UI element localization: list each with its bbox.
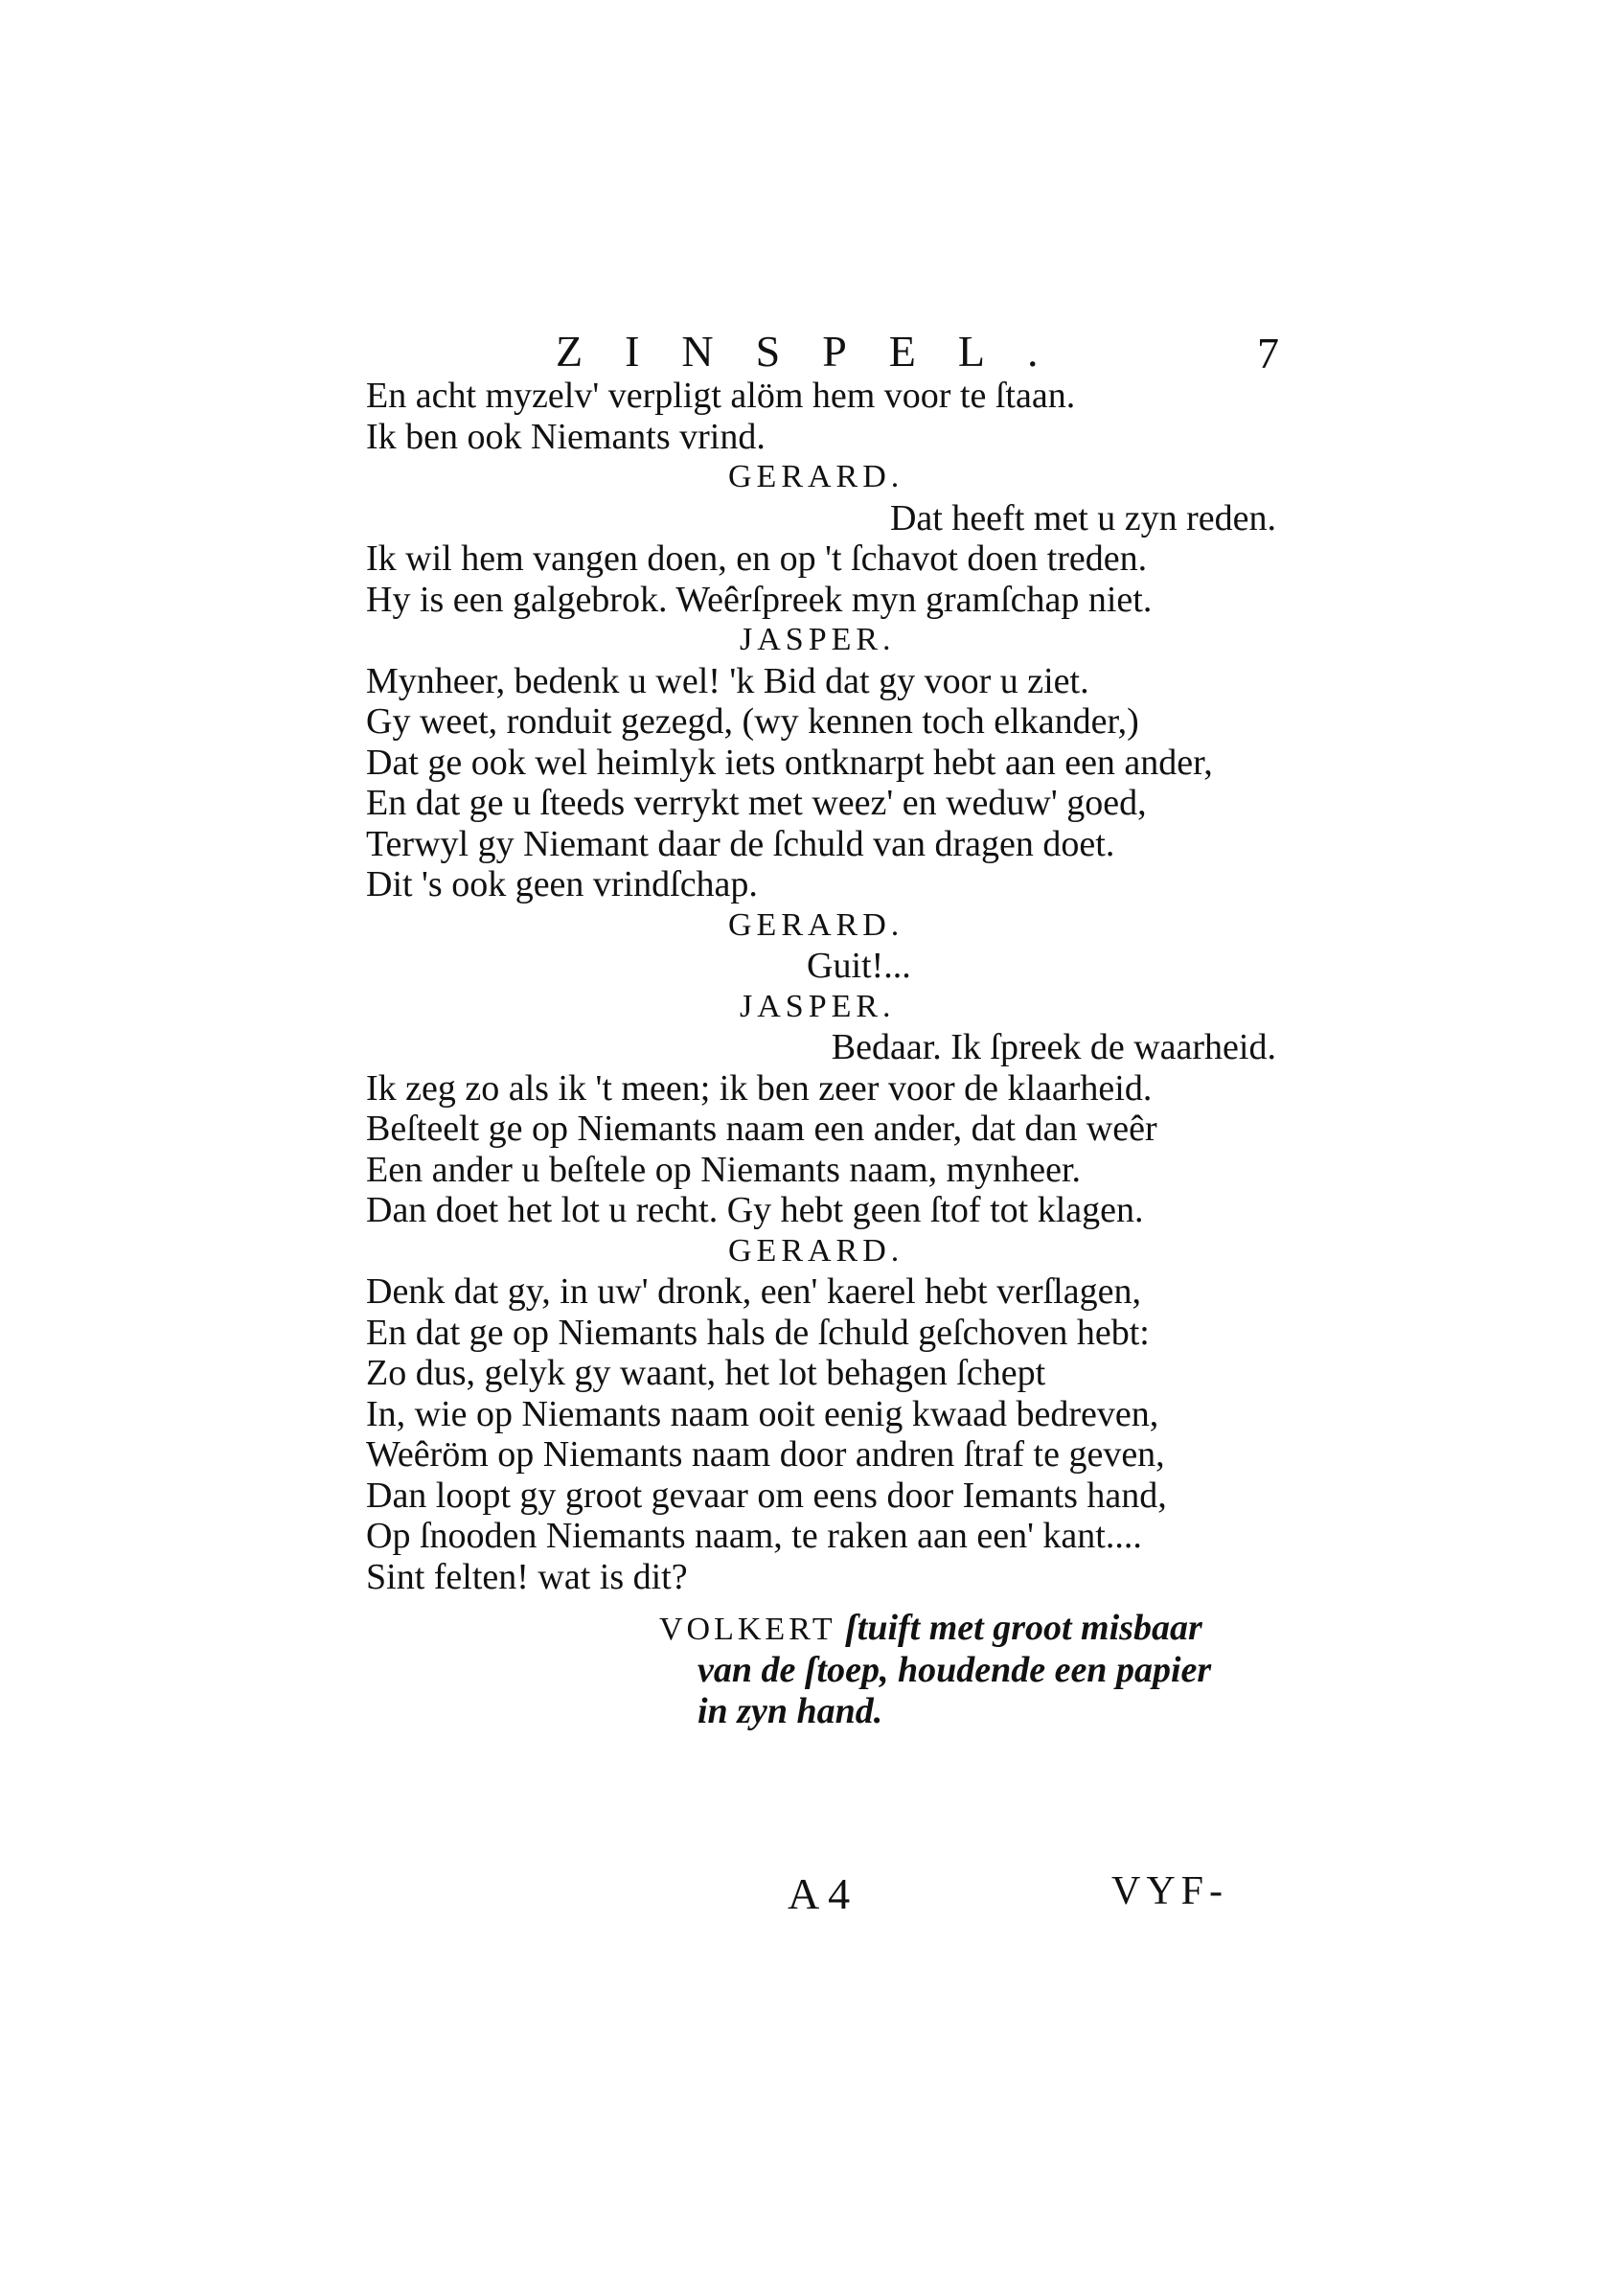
speaker-row [366,457,1276,498]
stage-direction [659,1608,1282,1732]
half-line: Dat heeft met u zyn reden. [889,497,1276,538]
stage-text: van de ſtoep, houdende een papier [698,1650,1212,1690]
verse-line: Denk dat gy, in uw' dronk, een' kaerel hebt verſlagen, [366,1271,1141,1312]
verse-line: Mynheer, bedenk u wel! 'k Bid dat gy voor u ziet. [366,660,1089,701]
speaker-name: GERARD. [728,1232,904,1269]
verse-line: Dit 's ook geen vrindſchap. [366,864,758,904]
verse-line: Beſteelt ge op Niemants naam een ander, dat dan weêr [366,1109,1157,1149]
verse-line: Ik ben ook Niemants vrind. [366,416,766,457]
verse-line: En dat ge u ſteeds verrykt met weez' en weduw' goed, [366,783,1147,823]
speaker-name: JASPER. [740,988,896,1024]
verse-line: Weêröm op Niemants naam door andren ſtraf te geven, [366,1434,1165,1475]
half-line: Guit!... [807,946,911,986]
speaker-name: JASPER. [740,622,896,657]
verse-line: Dan doet het lot u recht. Gy hebt geen ſtof tot klagen. [366,1190,1144,1230]
verse-line: Zo dus, gelyk gy waant, het lot behagen ſchept [366,1353,1046,1393]
speaker-row [366,905,1276,947]
verse-line: Terwyl gy Niemant daar de ſchuld van dragen doet. [366,823,1115,864]
stage-speaker: VOLKERT [659,1612,836,1647]
verse-line: In, wie op Niemants naam ooit eenig kwaad bedreven, [366,1393,1159,1434]
speaker-row [366,1231,1276,1272]
speaker-name: GERARD. [728,906,904,943]
verse-line-half [366,1027,1276,1068]
verse-line: Ik wil hem vangen doen, en op 't ſchavot doen treden. [366,538,1148,579]
stage-text: ſtuift met groot misbaar [845,1608,1202,1648]
speaker-row [366,987,1276,1028]
verse-line: Op ſnooden Niemants naam, te raken aan een' kant.... [366,1516,1142,1556]
verse-line: Dat ge ook wel heimlyk iets ontknarpt hebt aan een ander, [366,742,1213,783]
speaker-row [366,620,1276,661]
verse-line: Een ander u beſtele op Niemants naam, mynheer. [366,1149,1082,1190]
running-title: ZINSPEL. [556,327,1081,376]
speaker-name: GERARD. [728,459,904,494]
half-line: Bedaar. Ik ſpreek de waarheid. [831,1027,1276,1067]
verse-line: Sint felten! wat is dit? [366,1556,688,1597]
verse-line: Ik zeg zo als ik 't meen; ik ben zeer voor de klaarheid. [366,1067,1153,1109]
signature-mark: A 4 [788,1869,851,1918]
verse-line: En dat ge op Niemants hals de ſchuld geſchoven hebt: [366,1312,1150,1353]
verse-line: Gy weet, ronduit gezegd, (wy kennen toch elkander,) [366,701,1139,742]
verse-line-half [366,498,1276,539]
catchword: VYF- [1111,1869,1229,1913]
stage-text: in zyn hand. [698,1691,883,1731]
verse-line-half [366,946,1276,987]
verse-line: Hy is een galgebrok. Weêrſpreek myn gramſchap niet. [366,579,1153,620]
play-text [366,376,1276,1597]
verse-line: Dan loopt gy groot gevaar om eens door Iemants hand, [366,1475,1167,1516]
verse-line: En acht myzelv' verpligt alöm hem voor te ſtaan. [366,376,1076,416]
page-number: 7 [1257,329,1279,378]
